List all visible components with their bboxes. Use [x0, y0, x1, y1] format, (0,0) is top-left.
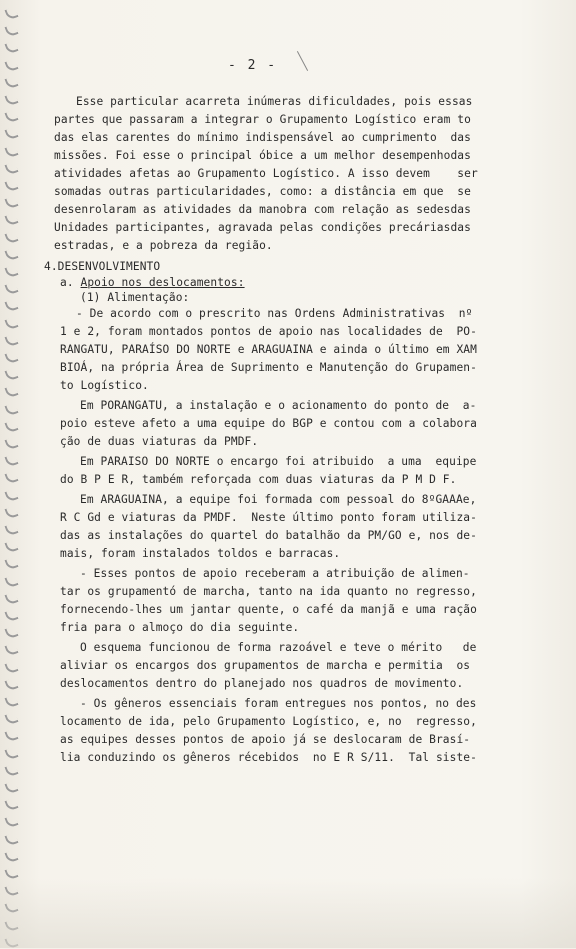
binding-hole [4, 780, 18, 794]
binding-hole [4, 505, 18, 519]
binding-hole [4, 763, 18, 777]
text-line: deslocamentos dentro do planejado nos quadros de movimento. [60, 677, 464, 690]
binding-hole [4, 144, 18, 158]
binding-hole [4, 626, 18, 640]
binding-hole [4, 41, 18, 55]
text-line: BIOÁ, na própria Área de Suprimento e Manutenção do Grupamen- [60, 361, 477, 374]
text-line: Unidades participantes, agravada pelas condições precáriasdas [54, 221, 471, 234]
text-line: missões. Foi esse o principal óbice a um melhor desempenhodas [54, 149, 471, 162]
text-line: poio esteve afeto a uma equipe do BGP e contou com a colabora [60, 417, 477, 430]
binding-hole [4, 75, 18, 89]
binding-hole [4, 127, 18, 141]
page-number: - 2 - [228, 58, 278, 73]
binding-hole [4, 694, 18, 708]
text-line: atividades afetas ao Grupamento Logístico. A isso devem ser [54, 167, 478, 180]
text-line: mais, foram instalados toldos e barracas. [60, 547, 341, 560]
binding-hole [4, 815, 18, 829]
binding-hole [4, 385, 18, 399]
binding-hole [4, 230, 18, 244]
binding-hole [4, 6, 18, 20]
binding-hole [4, 729, 18, 743]
binding-hole [4, 488, 18, 502]
text-line: RANGATU, PARAÍSO DO NORTE e ARAGUAINA e ainda o último em XAM [60, 343, 477, 356]
text-line: somadas outras particularidades, como: a distância em que se [54, 185, 471, 198]
text-line: do B P E R, também reforçada com duas viaturas da P M D F. [60, 473, 457, 486]
text-line: to Logístico. [60, 379, 149, 392]
item-heading: (1) Alimentação: [80, 291, 190, 304]
binding-holes [0, 0, 26, 948]
binding-hole [4, 299, 18, 313]
text-line: Em PARAISO DO NORTE o encargo foi atribuido a uma equipe [80, 455, 477, 468]
text-line: partes que passaram a integrar o Grupamento Logístico eram to [54, 113, 471, 126]
text-line: - Os gêneros essenciais foram entregues nos pontos, no des [80, 697, 477, 710]
binding-hole [4, 110, 18, 124]
text-line: aliviar os encargos dos grupamentos de marcha e permitia os [60, 659, 471, 672]
binding-hole [4, 832, 18, 846]
subsection-heading: a. Apoio nos deslocamentos: [60, 276, 245, 289]
binding-hole [4, 161, 18, 175]
binding-hole [4, 746, 18, 760]
binding-hole [4, 196, 18, 210]
binding-hole [4, 333, 18, 347]
binding-hole [4, 178, 18, 192]
text-line: Em PORANGATU, a instalação e o acionamento do ponto de a- [80, 399, 477, 412]
binding-hole [4, 436, 18, 450]
text-line: tar os grupamentó de marcha, tanto na ida quanto no regresso, [60, 585, 477, 598]
text-line: - Esses pontos de apoio receberam a atribuição de alimen- [80, 567, 470, 580]
text-line: ção de duas viaturas da PMDF. [60, 435, 259, 448]
text-line: O esquema funcionou de forma razoável e teve o mérito de [80, 641, 477, 654]
text-line: estradas, e a pobreza da região. [54, 239, 273, 252]
binding-hole [4, 643, 18, 657]
binding-hole [4, 316, 18, 330]
binding-hole [4, 247, 18, 261]
binding-hole [4, 608, 18, 622]
section-heading: 4.DESENVOLVIMENTO [44, 260, 161, 273]
text-line: desenrolaram as atividades da manobra com relação as sedesdas [54, 203, 471, 216]
binding-hole [4, 92, 18, 106]
text-line: fria para o almoço do dia seguinte. [60, 621, 300, 634]
binding-hole [4, 522, 18, 536]
binding-hole [4, 419, 18, 433]
text-line: locamento de ida, pelo Grupamento Logístico, e, no regresso, [60, 715, 477, 728]
binding-hole [4, 591, 18, 605]
binding-hole [4, 282, 18, 296]
binding-hole [4, 712, 18, 726]
binding-hole [4, 471, 18, 485]
binding-hole [4, 213, 18, 227]
binding-hole [4, 368, 18, 382]
binding-hole [4, 574, 18, 588]
binding-hole [4, 798, 18, 812]
text-line: das elas carentes do mínimo indispensável ao cumprimento das [54, 131, 471, 144]
text-line: 1 e 2, foram montados pontos de apoio nas localidades de PO- [60, 325, 477, 338]
binding-hole [4, 454, 18, 468]
page-bottom-shadow [0, 878, 576, 948]
binding-hole [4, 849, 18, 863]
text-line: lia conduzindo os gêneros récebidos no E R S/11. Tal siste- [60, 751, 477, 764]
binding-hole [4, 557, 18, 571]
text-line: fornecendo-lhes um jantar quente, o café da manjã e uma ração [60, 603, 477, 616]
binding-hole [4, 24, 18, 38]
text-line: Esse particular acarreta inúmeras dificuldades, pois essas [76, 95, 473, 108]
pen-mark [297, 51, 308, 71]
text-line: - De acordo com o prescrito nas Ordens Administrativas nº [76, 307, 473, 320]
binding-hole [4, 660, 18, 674]
binding-hole [4, 540, 18, 554]
binding-hole [4, 264, 18, 278]
binding-hole [4, 402, 18, 416]
binding-hole [4, 58, 18, 72]
binding-hole [4, 677, 18, 691]
text-line: das as instalações do quartel do batalhão da PM/GO e, nos de- [60, 529, 477, 542]
text-line: as equipes desses pontos de apoio já se deslocaram de Brasí- [60, 733, 471, 746]
text-line: Em ARAGUAINA, a equipe foi formada com pessoal do 8ºGAAAe, [80, 493, 477, 506]
text-line: R C Gd e viaturas da PMDF. Neste último ponto foram utiliza- [60, 511, 477, 524]
binding-hole [4, 350, 18, 364]
